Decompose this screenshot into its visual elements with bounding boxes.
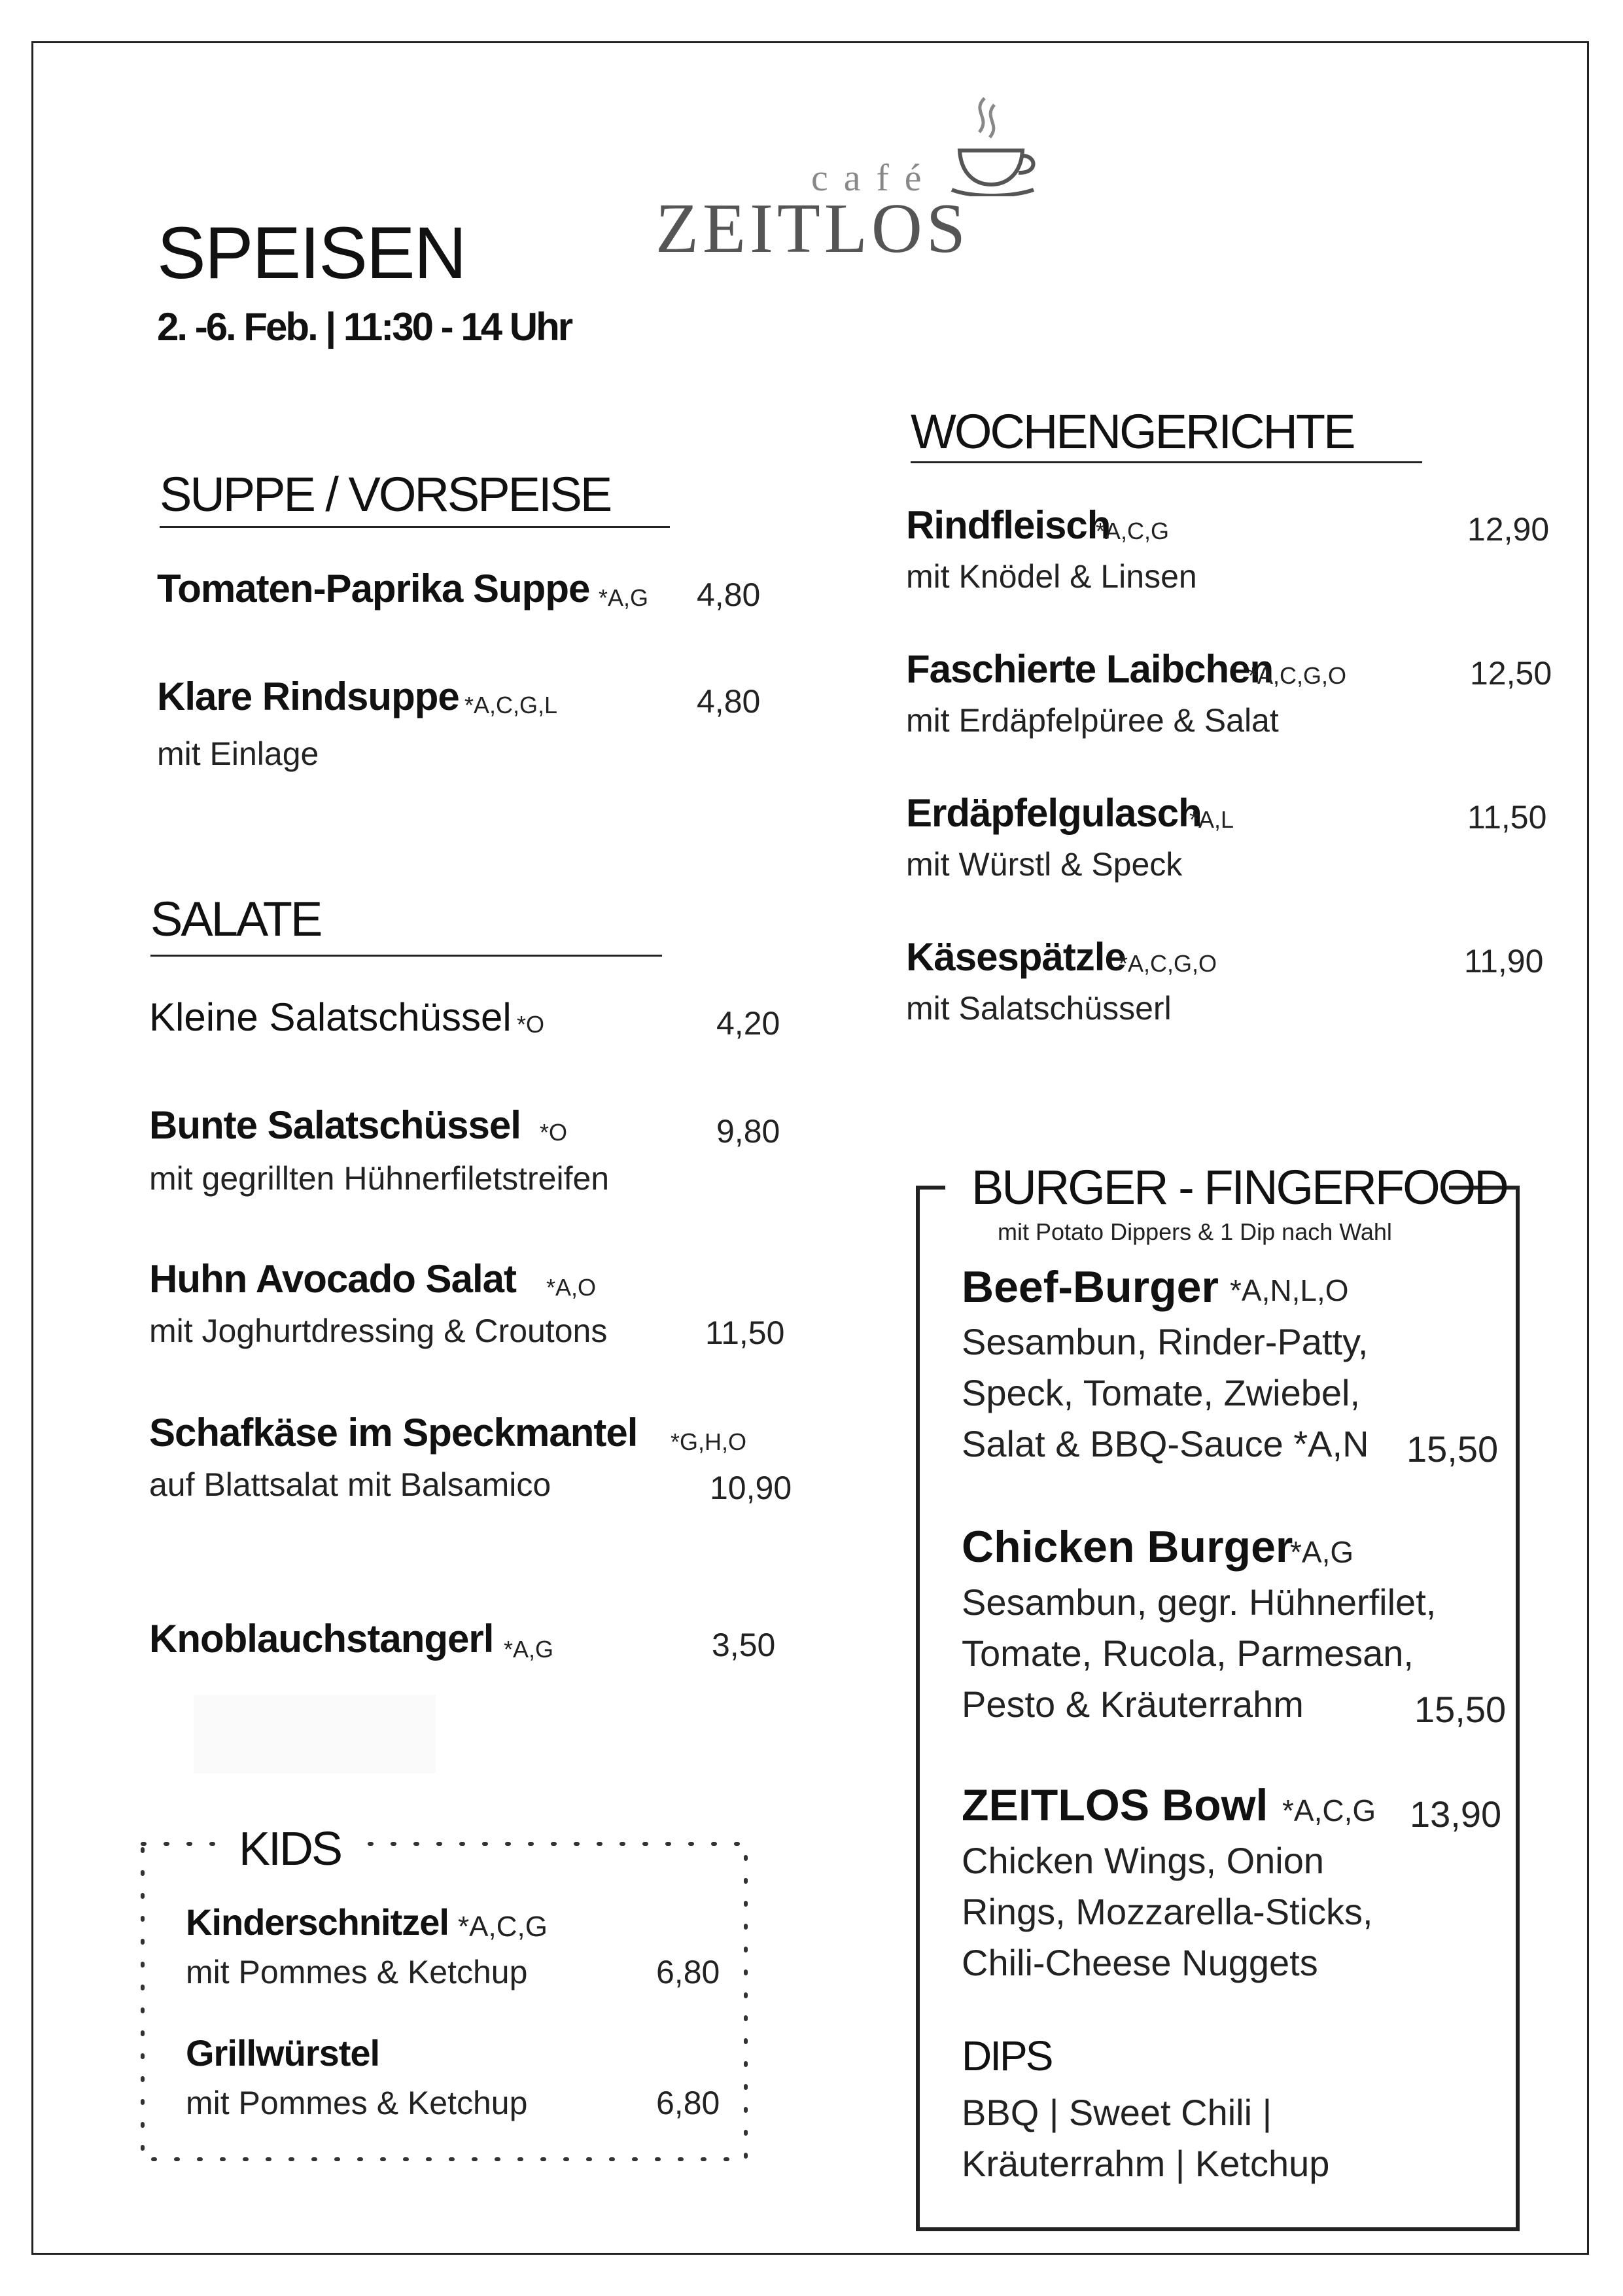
menu-item-price: 13,90 bbox=[1410, 1793, 1502, 1835]
section-heading-suppe: SUPPE / VORSPEISE bbox=[160, 467, 611, 521]
menu-item-price: 15,50 bbox=[1406, 1428, 1499, 1470]
section-heading-burger: BURGER - FINGERFOOD bbox=[971, 1160, 1507, 1214]
menu-item-price: 12,90 bbox=[1467, 511, 1550, 548]
section-divider bbox=[911, 461, 1422, 463]
menu-item-name: Huhn Avocado Salat bbox=[149, 1257, 516, 1301]
menu-item-name: Knoblauchstangerl bbox=[149, 1617, 494, 1661]
allergen-codes: *A,C,G bbox=[458, 1911, 548, 1943]
allergen-codes: *A,G bbox=[599, 584, 649, 611]
menu-item-name: Kinderschnitzel bbox=[186, 1901, 449, 1943]
menu-item-price: 9,80 bbox=[716, 1113, 780, 1150]
page-title: SPEISEN bbox=[157, 212, 466, 294]
allergen-codes: *A,G bbox=[1290, 1535, 1354, 1569]
menu-item-price: 4,20 bbox=[716, 1005, 780, 1042]
section-heading-salate: SALATE bbox=[150, 892, 321, 946]
menu-item-price: 4,80 bbox=[697, 576, 761, 613]
allergen-codes: *A,C,G bbox=[1282, 1793, 1376, 1828]
section-divider bbox=[150, 955, 662, 957]
menu-item-price: 10,90 bbox=[710, 1470, 792, 1506]
allergen-codes: *A,N,L,O bbox=[1230, 1273, 1349, 1307]
allergen-codes: *A,C,G bbox=[1096, 518, 1170, 544]
dips-list: BBQ | Sweet Chili | Kräuterrahm | Ketchup bbox=[962, 2092, 1330, 2184]
allergen-codes: *A,C,G,O bbox=[1119, 950, 1217, 977]
menu-item-description: mit Salatschüsserl bbox=[906, 990, 1172, 1027]
menu-item-name: Erdäpfelgulasch bbox=[906, 791, 1202, 835]
allergen-codes: *A,C,G,O bbox=[1248, 662, 1347, 689]
menu-item-name: Grillwürstel bbox=[186, 2032, 380, 2074]
menu-item-price: 12,50 bbox=[1470, 655, 1552, 692]
menu-item-description: mit Einlage bbox=[157, 735, 319, 772]
menu-item-price: 6,80 bbox=[656, 1954, 720, 1990]
menu-item-description: Sesambun, Rinder-Patty, Speck, Tomate, Zwiebel, Salat & BBQ-Sauce *A,N bbox=[962, 1321, 1369, 1464]
section-heading-wochengerichte: WOCHENGERICHTE bbox=[911, 404, 1354, 459]
menu-item-description: mit gegrillten Hühnerfiletstreifen bbox=[149, 1160, 610, 1197]
menu-item-description: mit Würstl & Speck bbox=[906, 846, 1183, 883]
menu-item-price: 11,50 bbox=[1467, 799, 1547, 836]
menu-item-name: Kleine Salatschüssel bbox=[149, 995, 512, 1039]
menu-item-name: Bunte Salatschüssel bbox=[149, 1103, 521, 1147]
menu-item-price: 6,80 bbox=[656, 2085, 720, 2121]
menu-item-price: 11,90 bbox=[1464, 943, 1544, 980]
menu-item-name: Tomaten-Paprika Suppe bbox=[157, 567, 590, 610]
menu-item-name: Klare Rindsuppe bbox=[157, 675, 459, 718]
menu-item-description: Sesambun, gegr. Hühnerfilet, Tomate, Rucola, Parmesan, Pesto & Kräuterrahm bbox=[962, 1581, 1437, 1725]
allergen-codes: *A,C,G,L bbox=[464, 692, 558, 718]
menu-item-description: Chicken Wings, Onion Rings, Mozzarella-Sticks, Chili-Cheese Nuggets bbox=[962, 1840, 1373, 1983]
menu-item-price: 15,50 bbox=[1414, 1689, 1507, 1730]
menu-item-description: mit Erdäpfelpüree & Salat bbox=[906, 702, 1279, 739]
menu-item-name: ZEITLOS Bowl bbox=[962, 1780, 1268, 1830]
logo-cafe-text: café bbox=[811, 156, 937, 199]
menu-item-price: 4,80 bbox=[697, 683, 761, 720]
logo-zeitlos-text: ZEITLOS bbox=[655, 190, 969, 268]
menu-item-price: 3,50 bbox=[712, 1627, 776, 1663]
allergen-codes: *A,L bbox=[1189, 806, 1234, 833]
menu-item-name: Schafkäse im Speckmantel bbox=[149, 1411, 638, 1455]
allergen-codes: *O bbox=[540, 1119, 568, 1146]
page-subtitle: 2. -6. Feb. | 11:30 - 14 Uhr bbox=[157, 305, 572, 349]
blank-patch bbox=[194, 1695, 436, 1773]
menu-item-description: mit Pommes & Ketchup bbox=[186, 1954, 528, 1990]
section-subheading: mit Potato Dippers & 1 Dip nach Wahl bbox=[998, 1218, 1392, 1245]
section-divider bbox=[160, 526, 670, 528]
menu-item-name: Chicken Burger bbox=[962, 1522, 1293, 1572]
coffee-cup-icon bbox=[945, 92, 1043, 196]
allergen-codes: *A,G bbox=[504, 1636, 554, 1663]
allergen-codes: *O bbox=[517, 1011, 545, 1038]
menu-item-price: 11,50 bbox=[705, 1315, 785, 1351]
section-heading-kids: KIDS bbox=[239, 1823, 341, 1875]
menu-item-description: auf Blattsalat mit Balsamico bbox=[149, 1466, 551, 1503]
menu-item-description: mit Joghurtdressing & Croutons bbox=[149, 1313, 608, 1349]
menu-item-name: Rindfleisch bbox=[906, 503, 1111, 547]
menu-item-name: Käsespätzle bbox=[906, 935, 1126, 979]
menu-item-name: Beef-Burger bbox=[962, 1262, 1219, 1312]
allergen-codes: *G,H,O bbox=[671, 1428, 747, 1455]
allergen-codes: *A,O bbox=[546, 1274, 597, 1301]
menu-item-name: Faschierte Laibchen bbox=[906, 647, 1274, 691]
dips-heading: DIPS bbox=[962, 2032, 1052, 2079]
menu-item-description: mit Pommes & Ketchup bbox=[186, 2085, 528, 2121]
menu-item-description: mit Knödel & Linsen bbox=[906, 558, 1197, 595]
